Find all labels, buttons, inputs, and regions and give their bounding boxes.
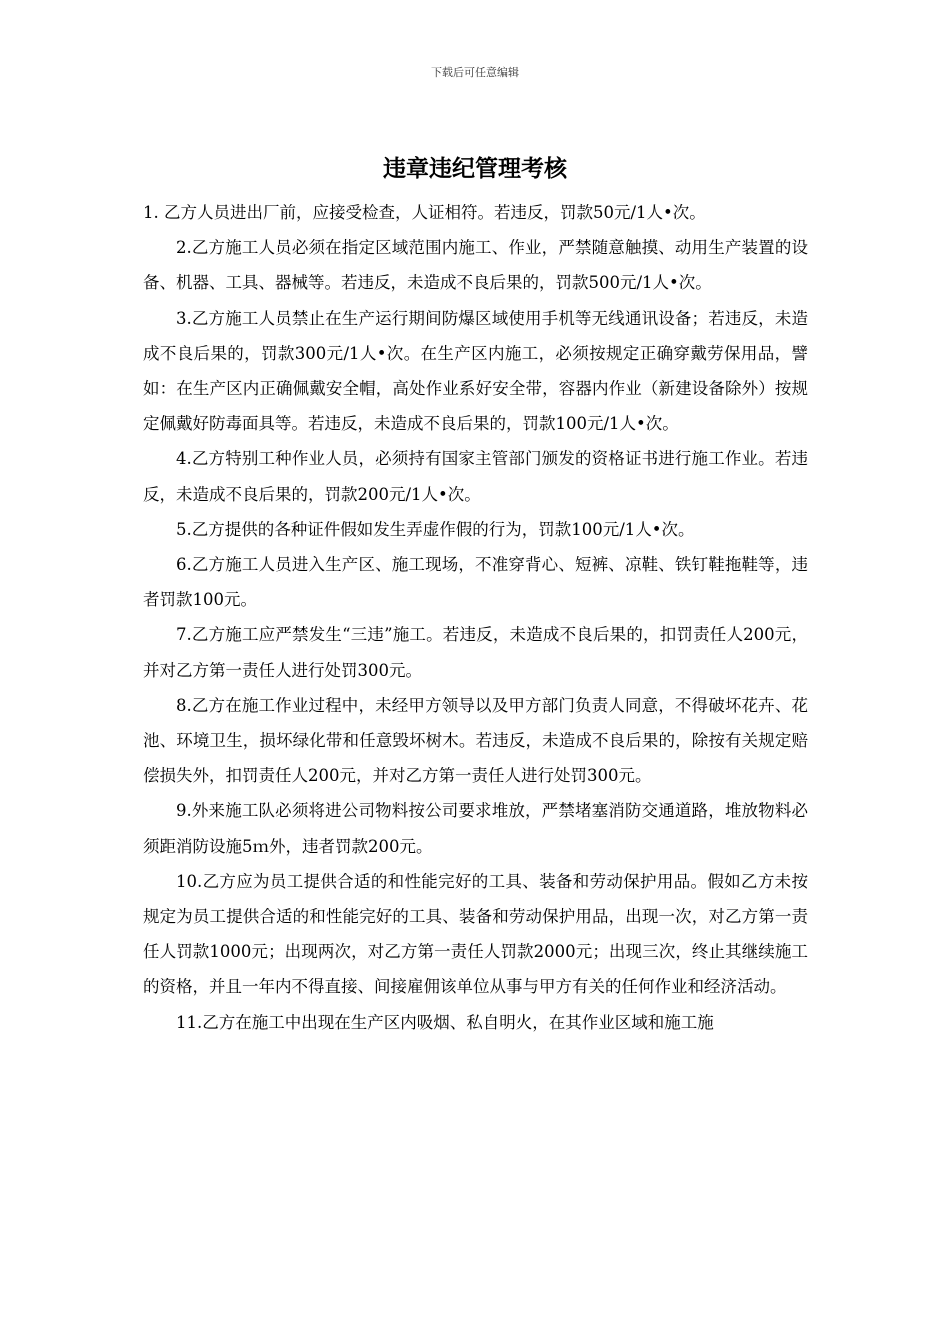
rule-item-1: 1. 乙方人员进出厂前，应接受检查，人证相符。若违反，罚款50元/1人•次。 — [143, 203, 706, 222]
rule-item-8: 8.乙方在施工作业过程中，未经甲方领导以及甲方部门负责人同意，不得破坏花卉、花池、环境卫生，损坏绿化带和任意毁坏树木。若违反，未造成不良后果的，除按有关规定赔偿损失外，扣罚责任人200元，并对乙方第一责任人进行处罚300元。 — [143, 695, 808, 786]
rule-item-3: 3.乙方施工人员禁止在生产运行期间防爆区域使用手机等无线通讯设备；若违反，未造成不良后果的，罚款300元/1人•次。在生产区内施工，必须按规定正确穿戴劳保用品，譬如：在生产区内正确佩戴安全帽，高处作业系好安全带，容器内作业（新建设备除外）按规定佩戴好防毒面具等。若违反，未造成不良后果的，罚款100元/1人•次。 — [143, 308, 808, 434]
document-body — [143, 195, 808, 1040]
rule-item-2: 2.乙方施工人员必须在指定区域范围内施工、作业，严禁随意触摸、动用生产装置的设备、机器、工具、器械等。若违反，未造成不良后果的，罚款500元/1人•次。 — [143, 238, 808, 293]
rule-item-7: 7.乙方施工应严禁发生“三违”施工。若违反，未造成不良后果的，扣罚责任人200元，并对乙方第一责任人进行处罚300元。 — [143, 625, 808, 680]
rule-item-4: 4.乙方特别工种作业人员，必须持有国家主管部门颁发的资格证书进行施工作业。若违反，未造成不良后果的，罚款200元/1人•次。 — [143, 449, 808, 504]
rule-item-11: 11.乙方在施工中出现在生产区内吸烟、私自明火，在其作业区域和施工施 — [176, 1012, 714, 1032]
rule-item-6: 6.乙方施工人员进入生产区、施工现场，不准穿背心、短裤、凉鞋、铁钉鞋拖鞋等，违者罚款100元。 — [143, 555, 808, 610]
document-title: 违章违纪管理考核 — [383, 156, 567, 182]
download-note: 下载后可任意编辑 — [431, 66, 519, 79]
rule-item-10: 10.乙方应为员工提供合适的和性能完好的工具、装备和劳动保护用品。假如乙方未按规定为员工提供合适的和性能完好的工具、装备和劳动保护用品，出现一次，对乙方第一责任人罚款1000元；出现两次，对乙方第一责任人罚款2000元；出现三次，终止其继续施工的资格，并且一年内不得直接、间接雇佣该单位从事与甲方有关的任何作业和经济活动。 — [143, 871, 808, 997]
rule-item-5: 5.乙方提供的各种证件假如发生弄虚作假的行为，罚款100元/1人•次。 — [176, 519, 695, 539]
rule-item-9: 9.外来施工队必须将进公司物料按公司要求堆放，严禁堵塞消防交通道路，堆放物料必须距消防设施5ｍ外，违者罚款200元。 — [143, 801, 808, 856]
